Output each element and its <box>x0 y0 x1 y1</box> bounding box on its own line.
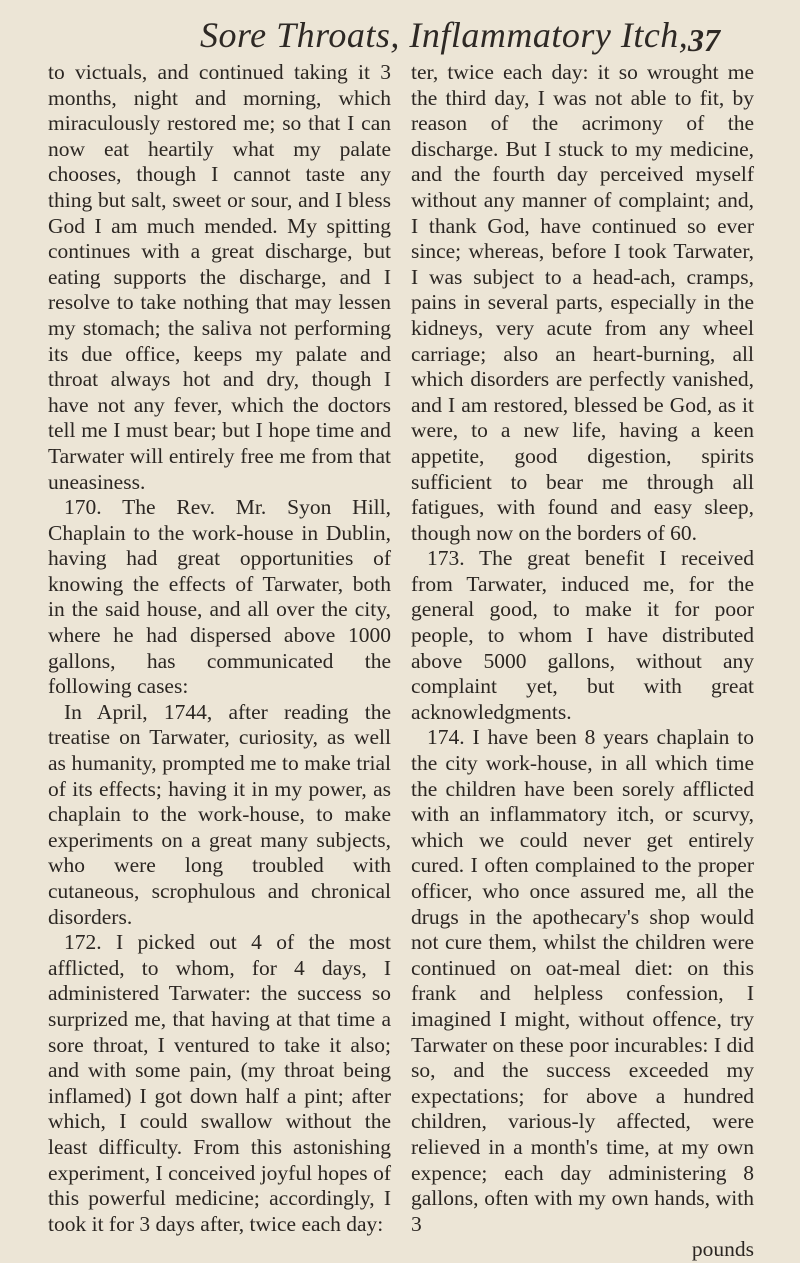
paragraph: to victuals, and continued taking it 3 months, night and morning, which miraculously restored me; so that I can now eat heartily what my palate chooses, though I cannot taste any thing but salt, sweet or sour, and I bless God I am much mended. My spitting continues with a great discharge, but eating supports the discharge, and I resolve to take nothing that may lessen my stomach; the saliva not performing its due office, keeps my palate and throat always hot and dry, though I have not any fever, which the doctors tell me I must bear; but I hope time and Tarwater will entirely free me from that uneasiness. <box>48 60 391 494</box>
paragraph: 170. The Rev. Mr. Syon Hill, Chaplain to the work-house in Dublin, having had great opportunities of knowing the effects of Tarwater, both in the said house, and all over the city, where he had dispersed above 1000 gallons, has communicated the following cases: <box>48 495 391 699</box>
paragraph: 174. I have been 8 years chaplain to the city work-house, in all which time the children have been sorely afflicted with an inflammatory itch, or scurvy, which we could never get entirely cured. I often complained to the proper officer, who once assured me, all the drugs in the apothecary's shop would not cure them, whilst the children were continued on oat-meal diet: on this frank and helpless confession, I imagined I might, without offence, try Tarwater on these poor incurables: I did so, and the success exceeded my expectations; for above a hundred children, various-ly affected, were relieved in a month's time, at my own expence; each day administering 8 gallons, often with my own hands, with 3 <box>411 725 754 1236</box>
right-column <box>411 60 754 1262</box>
paragraph: In April, 1744, after reading the treatise on Tarwater, curiosity, as well as humanity, prompted me to make trial of its effects; having it in my power, as chaplain to the work-house, to make experiments on a great many subjects, who were long troubled with cutaneous, scrophulous and chronical disorders. <box>48 699 391 929</box>
left-column <box>48 60 391 1240</box>
paragraph: 173. The great benefit I received from Tarwater, induced me, for the general good, to make it for poor people, to whom I have distributed above 5000 gallons, without any complaint yet, but with great acknowledgments. <box>411 546 754 724</box>
paragraph: 172. I picked out 4 of the most afflicted, to whom, for 4 days, I administered Tarwater: the success so surprized me, that having at that time a sore throat, I ventured to take it also; and with some pain, (my throat being inflamed) I got down half a pint; after which, I could swallow without the least difficulty. From this astonishing experiment, I conceived joyful hopes of this powerful medicine; accordingly, I took it for 3 days after, twice each day: <box>48 930 391 1236</box>
page-number: 37 <box>688 22 720 58</box>
catchword: pounds <box>691 1237 754 1262</box>
paragraph: ter, twice each day: it so wrought me the third day, I was not able to fit, by reason of the acrimony of the discharge. But I stuck to my medicine, and the fourth day perceived myself without any manner of complaint; and, I thank God, have continued so ever since; whereas, before I took Tarwater, I was subject to a head-ach, cramps, pains in several parts, especially in the kidneys, very acute from any wheel carriage; also an heart-burning, all which disorders are perfectly vanished, and I am restored, blessed be God, as it were, to a new life, having a keen appetite, good digestion, spirits sufficient to bear me through all fatigues, with found and easy sleep, though now on the borders of 60. <box>411 60 754 545</box>
running-title: Sore Throats, Inflammatory Itch, <box>200 15 689 55</box>
